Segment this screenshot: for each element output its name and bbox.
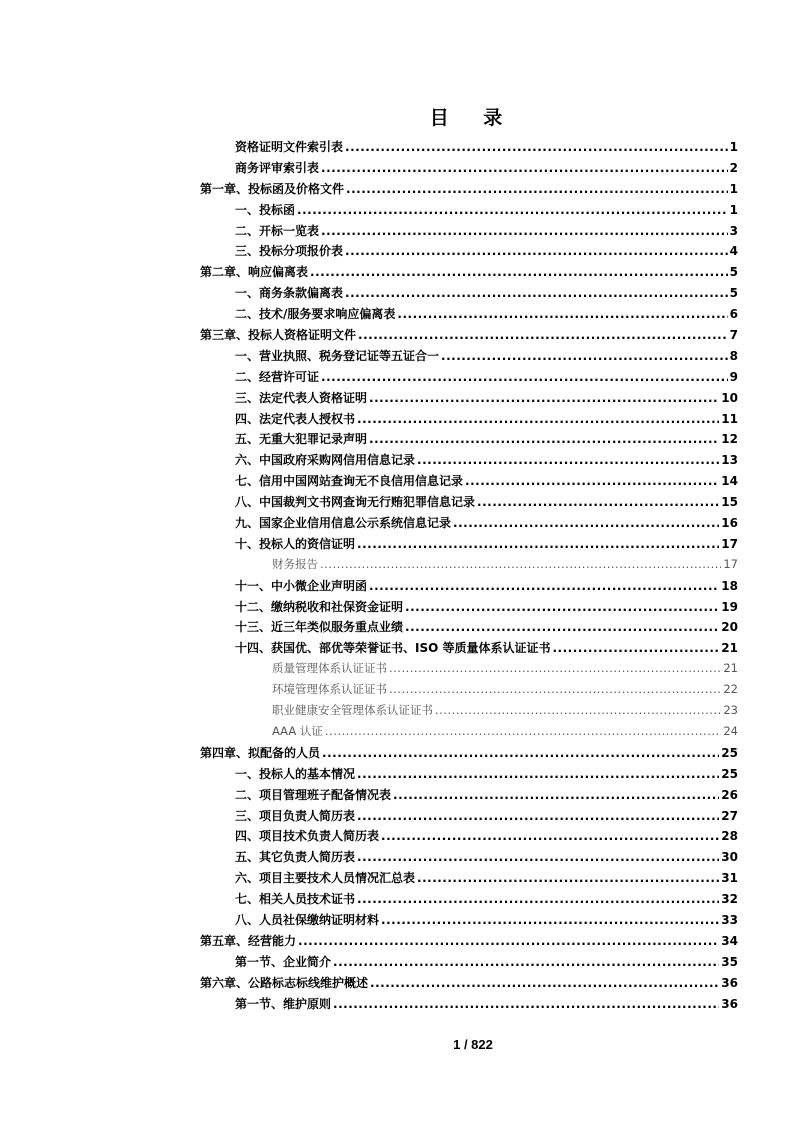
toc-entry-page: 4 [729,244,738,259]
toc-entry[interactable] [200,514,738,535]
toc-entry[interactable] [200,368,738,389]
toc-entry-page: 31 [721,871,738,886]
toc-chapter-entry[interactable] [200,974,738,995]
toc-entry-page: 19 [721,599,738,614]
dot-leader [370,976,719,990]
dot-leader [417,871,719,885]
toc-entry[interactable] [200,848,738,869]
dot-leader [369,432,719,446]
toc-entry[interactable] [200,389,738,410]
dot-leader [345,140,728,154]
toc-entry[interactable] [200,242,738,263]
toc-entry-page: 26 [721,787,738,802]
toc-entry-page: 21 [721,641,738,656]
toc-entry[interactable] [200,451,738,472]
toc-entry-page: 28 [721,829,738,844]
toc-entry-title: 七、信用中国网站查询无不良信用信息记录 [235,474,464,489]
toc-entry-title: 第二章、响应偏离表 [200,265,309,280]
dot-leader [298,934,719,948]
toc-entry-page: 2 [729,160,738,175]
toc-entry-page: 16 [721,516,738,531]
dot-leader [346,182,728,196]
toc-entry-page: 17 [721,536,738,551]
toc-entry-page: 1 [729,140,738,154]
dot-leader [405,600,719,614]
toc-entry-page: 34 [721,933,738,948]
dot-leader [333,997,719,1011]
toc-entry-page: 3 [729,223,738,238]
toc-entry-page: 5 [729,286,738,301]
dot-leader [358,328,728,342]
toc-entry[interactable] [200,953,738,974]
toc-entry[interactable] [200,222,738,243]
toc-entry-title: 第一节、维护原则 [235,996,332,1011]
toc-entry-page: 10 [721,390,738,405]
dot-leader [345,244,728,258]
toc-entry[interactable] [200,702,738,723]
dot-leader [320,557,721,571]
toc-entry-title: 第六章、公路标志标线维护概述 [200,975,369,990]
toc-entry[interactable] [200,639,738,660]
toc-entry-page: 25 [721,766,738,781]
toc-chapter-entry[interactable] [200,744,738,765]
toc-entry-title: 资格证明文件索引表 [235,140,344,154]
dot-leader [321,161,728,175]
toc-entry-page: 14 [721,474,738,489]
toc-entry-title: 九、国家企业信用信息公示系统信息记录 [235,516,452,531]
toc-entry-page: 5 [729,265,738,280]
dot-leader [357,412,719,426]
dot-leader [441,349,728,363]
toc-entry[interactable] [200,284,738,305]
toc-entry[interactable] [200,723,738,744]
toc-entry[interactable] [200,410,738,431]
toc-entry[interactable] [200,305,738,326]
dot-leader [389,661,721,675]
toc-entry-page: 32 [721,892,738,907]
toc-entry-title: 二、经营许可证 [235,369,320,384]
toc-entry-title: 第四章、拟配备的人员 [200,745,321,760]
toc-chapter-entry[interactable] [200,932,738,953]
toc-entry-title: 商务评审索引表 [235,160,320,175]
toc-entry-title: 八、人员社保缴纳证明材料 [235,912,380,927]
dot-leader [389,682,721,696]
toc-entry-title: 三、法定代表人资格证明 [235,390,368,405]
toc-entry[interactable] [200,660,738,681]
toc-entry-title: 环境管理体系认证证书 [272,682,387,697]
toc-entry-title: 五、无重大犯罪记录声明 [235,432,368,447]
dot-leader [453,516,719,530]
toc-entry-title: 七、相关人员技术证书 [235,892,356,907]
dot-leader [321,370,728,384]
dot-leader [357,850,719,864]
dot-leader [405,620,719,634]
dot-leader [397,307,727,321]
toc-entry-page: 36 [721,996,738,1011]
toc-entry[interactable] [200,765,738,786]
toc-entry-title: 六、中国政府采购网信用信息记录 [235,453,416,468]
toc-entry-page: 7 [729,328,738,343]
toc-entry-title: 第一节、企业简介 [235,954,332,969]
toc-entry-page: 35 [721,954,738,969]
toc-entry-page: 27 [721,808,738,823]
toc-entry-title: 三、项目负责人简历表 [235,808,356,823]
dot-leader [345,286,728,300]
toc-entry-page: 15 [721,495,738,510]
toc-entry-title: AAA 认证 [272,723,323,738]
toc-entry[interactable] [200,618,738,639]
dot-leader [369,579,719,593]
toc-entry-title: 一、投标人的基本情况 [235,766,356,781]
toc-entry-page: 6 [729,307,738,322]
toc-chapter-entry[interactable] [200,263,738,284]
toc-entry-page: 18 [721,578,738,593]
toc-entry-title: 十三、近三年类似服务重点业绩 [235,620,404,635]
toc-entry-page: 22 [723,682,738,697]
toc-entry[interactable] [200,869,738,890]
toc-entry-page: 8 [729,348,738,363]
toc-entry-title: 十一、中小微企业声明函 [235,578,368,593]
toc-entry-title: 十二、缴纳税收和社保资金证明 [235,599,404,614]
toc-entry-page: 24 [723,723,738,738]
toc-entry-title: 八、中国裁判文书网查询无行贿犯罪信息记录 [235,495,476,510]
toc-entry-title: 四、法定代表人授权书 [235,411,356,426]
dot-leader [357,537,719,551]
dot-leader [381,829,719,843]
dot-leader [297,203,728,217]
toc-entry-page: 33 [721,912,738,927]
toc-entry-title: 二、开标一览表 [235,223,320,238]
dot-leader [310,265,728,279]
toc-chapter-entry[interactable] [200,180,738,201]
toc-entry[interactable] [200,577,738,598]
dot-leader [357,767,719,781]
toc-entry-title: 六、项目主要技术人员情况汇总表 [235,871,416,886]
dot-leader [417,453,719,467]
toc-entry-title: 五、其它负责人简历表 [235,850,356,865]
toc-entry-title: 第三章、投标人资格证明文件 [200,328,357,343]
toc-entry[interactable] [200,556,738,577]
toc-entry[interactable] [200,347,738,368]
toc-entry[interactable] [200,890,738,911]
dot-leader [435,703,721,717]
dot-leader [465,474,719,488]
dot-leader [477,495,719,509]
toc-entry[interactable] [200,138,738,159]
toc-entry-page: 25 [721,745,738,760]
toc-entry[interactable] [200,681,738,702]
toc-entry-title: 一、商务条款偏离表 [235,286,344,301]
toc-entry-page: 9 [729,369,738,384]
toc-entry-title: 十四、获国优、部优等荣誉证书、ISO 等质量体系认证证书 [235,641,551,656]
toc-entry-title: 一、营业执照、税务登记证等五证合一 [235,348,440,363]
toc-entry[interactable] [200,807,738,828]
toc-entry[interactable] [200,786,738,807]
toc-entry[interactable] [200,201,738,222]
toc-entry-page: 1 [729,181,738,196]
toc-entry[interactable] [200,995,738,1016]
dot-leader [333,955,719,969]
toc-entry-title: 四、项目技术负责人简历表 [235,829,380,844]
toc-entry[interactable] [200,472,738,493]
toc-entry[interactable] [200,535,738,556]
dot-leader [322,746,719,760]
toc-entry-title: 一、投标函 [235,202,296,217]
toc-entry-page: 11 [721,411,738,426]
toc-entry-page: 23 [723,703,738,718]
toc-entry[interactable] [200,430,738,451]
toc-entry-page: 17 [723,556,738,571]
toc-title: 目 录 [429,107,517,129]
toc-entry-page: 36 [721,975,738,990]
toc-entry[interactable] [200,827,738,848]
toc-entry[interactable] [200,598,738,619]
toc-entry-title: 三、投标分项报价表 [235,244,344,259]
dot-leader [393,788,719,802]
dot-leader [325,724,721,738]
dot-leader [553,641,720,655]
toc-entry-title: 财务报告 [272,556,318,571]
toc-entry-page: 30 [721,850,738,865]
toc-entry-title: 质量管理体系认证证书 [272,661,387,676]
table-of-contents [200,138,738,1015]
toc-entry-title: 职业健康安全管理体系认证证书 [272,703,433,718]
toc-entry-title: 第五章、经营能力 [200,933,297,948]
toc-entry-title: 二、技术/服务要求响应偏离表 [235,307,396,322]
toc-entry-title: 第一章、投标函及价格文件 [200,181,345,196]
toc-entry-page: 1 [729,202,738,217]
dot-leader [321,224,728,238]
dot-leader [369,391,719,405]
toc-entry-page: 13 [721,453,738,468]
toc-entry-page: 21 [723,661,738,676]
dot-leader [357,809,719,823]
toc-chapter-entry[interactable] [200,326,738,347]
toc-entry-page: 12 [721,432,738,447]
page-number: 1 / 822 [453,1037,493,1052]
toc-entry-title: 十、投标人的资信证明 [235,536,356,551]
toc-entry[interactable] [200,159,738,180]
toc-entry[interactable] [200,911,738,932]
toc-entry[interactable] [200,493,738,514]
toc-entry-title: 二、项目管理班子配备情况表 [235,787,392,802]
dot-leader [357,892,719,906]
toc-entry-page: 20 [721,620,738,635]
dot-leader [381,913,719,927]
